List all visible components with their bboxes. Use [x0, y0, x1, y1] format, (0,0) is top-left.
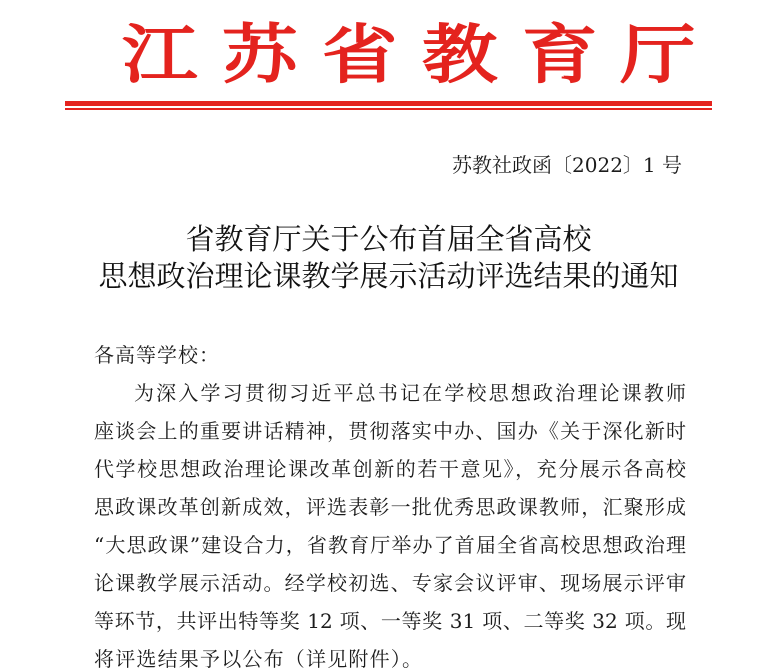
document-number: 苏教社政函〔2022〕1 号: [452, 153, 682, 177]
body-text-line: 将评选结果予以公布（详见附件）。: [94, 647, 424, 668]
document-title-line-2: 思想政治理论课教学展示活动评选结果的通知: [98, 259, 679, 293]
body-text-line: 座谈会上的重要讲话精神，贯彻落实中办、国办《关于深化新时: [94, 419, 686, 443]
masthead-title: [0, 18, 777, 94]
masthead-divider-thick: [65, 101, 712, 106]
masthead-char: 省: [322, 18, 398, 93]
masthead-char: 苏: [222, 18, 298, 93]
masthead-char: 育: [522, 18, 598, 93]
body-text-line: 代学校思想政治理论课改革创新的若干意见》，充分展示各高校: [94, 457, 686, 481]
body-text-line: 思政课改革创新成效，评选表彰一批优秀思政课教师，汇聚形成: [94, 495, 686, 519]
masthead-char: 厅: [620, 18, 696, 93]
document-title-line-1: 省教育厅关于公布首届全省高校: [185, 222, 592, 256]
body-text-line: “大思政课”建设合力，省教育厅举办了首届全省高校思想政治理: [94, 533, 686, 557]
body-text-line: 为深入学习贯彻习近平总书记在学校思想政治理论课教师: [134, 381, 686, 405]
body-text-line: 等环节，共评出特等奖 12 项、一等奖 31 项、二等奖 32 项。现: [94, 609, 686, 633]
masthead-char: 江: [122, 18, 198, 93]
masthead-divider-thin: [65, 108, 712, 110]
salutation: 各高等学校：: [94, 343, 220, 367]
masthead-char: 教: [422, 18, 498, 93]
body-text-line: 论课教学展示活动。经学校初选、专家会议评审、现场展示评审: [94, 571, 686, 595]
